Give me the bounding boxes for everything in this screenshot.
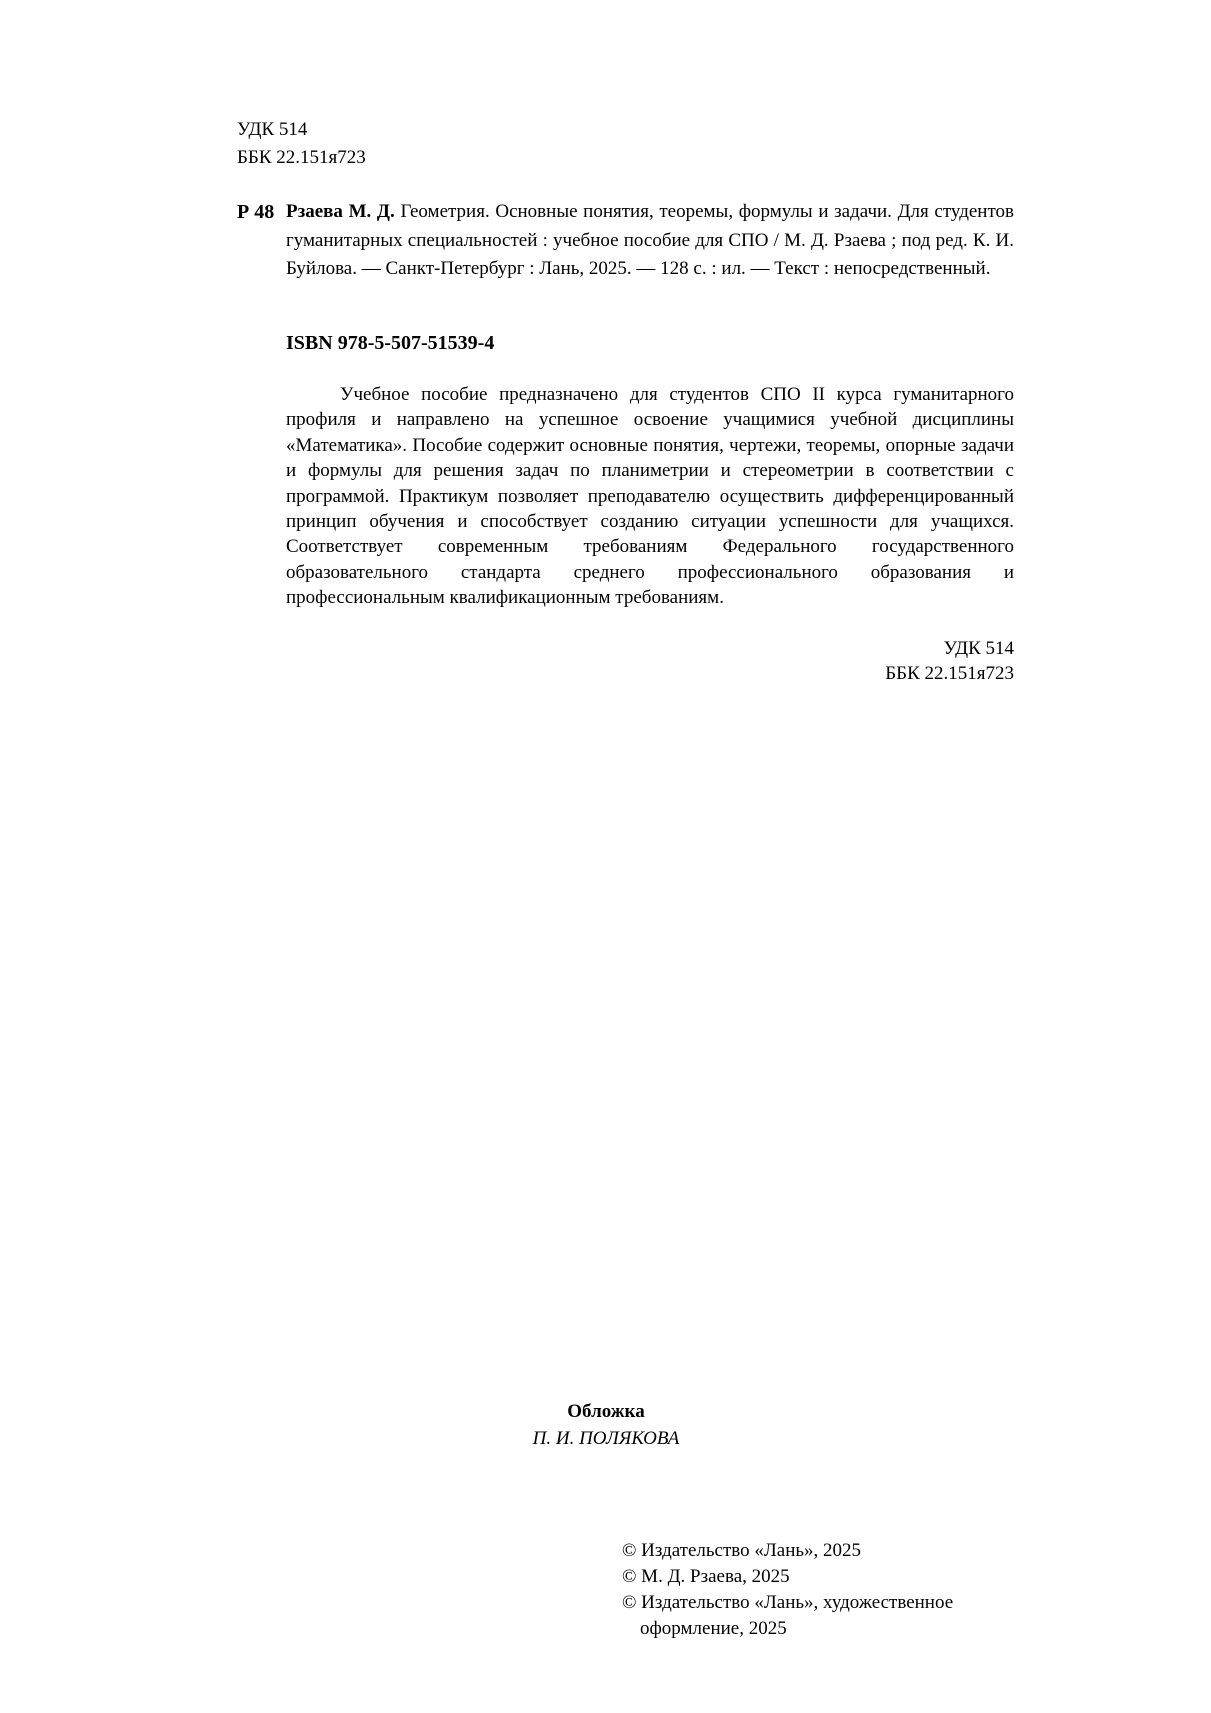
bbk-code-bottom: ББК 22.151я723 [885,663,1014,684]
copyright-line: © М. Д. Рзаева, 2025 [622,1566,790,1587]
author-mark: Р 48 [237,201,275,223]
isbn: ISBN 978-5-507-51539-4 [286,332,495,354]
author-name: Рзаева М. Д. [286,201,395,222]
bbk-code: ББК 22.151я723 [237,147,366,168]
udk-code: УДК 514 [237,119,308,140]
bibliographic-record [286,198,1014,284]
bibliographic-description: Геометрия. Основные понятия, теоремы, формулы и задачи. Для студентов гуманитарных специальностей : учебное пособие для СПО / М. Д. Рзаева ; под ред. К. И. Буйлова. — Санкт-Петербург : Лань, 2025. — 128 с. : ил. — Текст : непосредственный. [286,201,1015,279]
cover-credit [446,1398,766,1452]
copyright-block [622,1538,1042,1642]
cover-label: Обложка [567,1401,645,1422]
classification-codes-top [237,116,366,172]
classification-codes-bottom [786,636,1014,686]
copyright-line: © Издательство «Лань», художественное оформление, 2025 [622,1592,954,1639]
copyright-line: © Издательство «Лань», 2025 [622,1540,862,1561]
annotation: Учебное пособие предназначено для студентов СПО II курса гуманитарного профиля и направлено на успешное освоение учащимися учебной дисциплины «Математика». Пособие содержит основные понятия, чертежи, теоремы, опорные задачи и формулы для решения задач по планиметрии и стереометрии в соответствии с программой. Практикум позволяет преподавателю осуществить дифференцированный принцип обучения и способствует созданию ситуации успешности для учащихся. Соответствует современным требованиям Федерального государственного образовательного стандарта среднего профессионального образования и профессиональным квалификационным требованиям. [286,384,1014,609]
cover-designer: П. И. ПОЛЯКОВА [532,1428,680,1449]
udk-code-bottom: УДК 514 [943,638,1014,659]
